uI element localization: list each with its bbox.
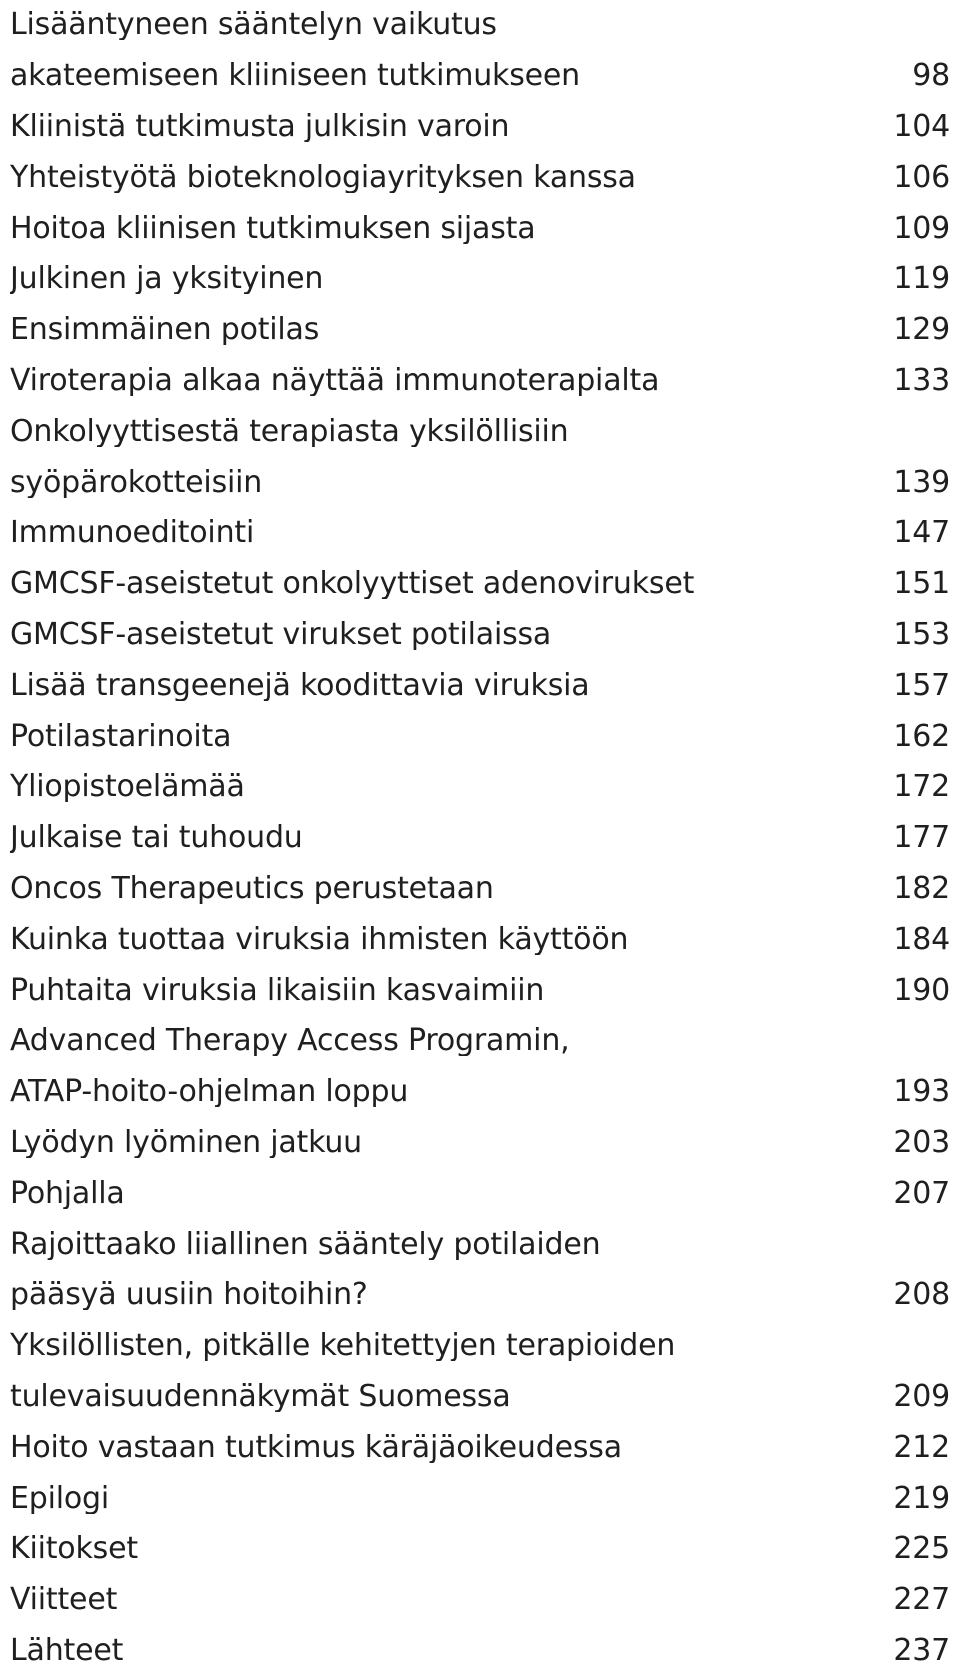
toc-entry-title: Viitteet — [10, 1585, 870, 1615]
toc-entry-title: Yliopistoelämää — [10, 772, 870, 802]
toc-entry-page: 119 — [870, 264, 950, 294]
table-of-contents — [10, 0, 950, 1676]
toc-entry-title: Yksilöllisten, pitkälle kehitettyjen terapioiden — [10, 1331, 870, 1361]
toc-entry — [10, 508, 950, 559]
toc-entry — [10, 457, 950, 508]
toc-entry — [10, 406, 950, 457]
toc-entry-title: Lisää transgeenejä koodittavia viruksia — [10, 671, 870, 701]
toc-entry-page: 98 — [870, 61, 950, 91]
toc-entry-title: Rajoittaako liiallinen sääntely potilaiden — [10, 1230, 870, 1260]
toc-entry-page: 109 — [870, 214, 950, 244]
toc-entry-page: 182 — [870, 874, 950, 904]
toc-entry-title: Kiitokset — [10, 1534, 870, 1564]
toc-entry-page: 172 — [870, 772, 950, 802]
toc-entry — [10, 1067, 950, 1118]
toc-entry-page: 133 — [870, 366, 950, 396]
toc-entry-title: tulevaisuudennäkymät Suomessa — [10, 1382, 870, 1412]
toc-entry-page: 104 — [870, 112, 950, 142]
toc-entry-page: 190 — [870, 976, 950, 1006]
toc-entry-title: syöpärokotteisiin — [10, 468, 870, 498]
toc-entry-page: 203 — [870, 1128, 950, 1158]
toc-entry — [10, 711, 950, 762]
toc-entry-page: 212 — [870, 1433, 950, 1463]
toc-entry-page: 147 — [870, 518, 950, 548]
toc-entry — [10, 559, 950, 610]
toc-entry-page: 177 — [870, 823, 950, 853]
toc-entry-title: Lähteet — [10, 1636, 870, 1666]
toc-entry — [10, 203, 950, 254]
toc-entry-title: akateemiseen kliiniseen tutkimukseen — [10, 61, 870, 91]
toc-entry — [10, 1575, 950, 1626]
toc-entry-page: 151 — [870, 569, 950, 599]
toc-entry — [10, 1219, 950, 1270]
toc-entry-page: 129 — [870, 315, 950, 345]
toc-entry-title: Potilastarinoita — [10, 722, 870, 752]
toc-entry — [10, 660, 950, 711]
toc-entry — [10, 356, 950, 407]
toc-entry-title: Yhteistyötä bioteknologiayrityksen kanssa — [10, 163, 870, 193]
toc-entry — [10, 51, 950, 102]
toc-entry-title: pääsyä uusiin hoitoihin? — [10, 1280, 870, 1310]
toc-entry — [10, 813, 950, 864]
toc-entry-title: Kliinistä tutkimusta julkisin varoin — [10, 112, 870, 142]
toc-entry — [10, 0, 950, 51]
toc-entry-page: 227 — [870, 1585, 950, 1615]
toc-entry — [10, 1422, 950, 1473]
toc-entry-title: Viroterapia alkaa näyttää immunoterapialta — [10, 366, 870, 396]
toc-entry — [10, 1016, 950, 1067]
toc-entry-title: Julkaise tai tuhoudu — [10, 823, 870, 853]
toc-entry-page: 207 — [870, 1179, 950, 1209]
toc-entry — [10, 1118, 950, 1169]
toc-entry-title: ATAP-hoito-ohjelman loppu — [10, 1077, 870, 1107]
toc-entry-page: 106 — [870, 163, 950, 193]
toc-entry-title: Immunoeditointi — [10, 518, 870, 548]
toc-entry — [10, 610, 950, 661]
toc-entry-page: 157 — [870, 671, 950, 701]
toc-entry-page: 219 — [870, 1484, 950, 1514]
toc-entry-title: GMCSF-aseistetut virukset potilaissa — [10, 620, 870, 650]
toc-entry-title: Pohjalla — [10, 1179, 870, 1209]
toc-entry — [10, 1473, 950, 1524]
toc-entry-title: Lyödyn lyöminen jatkuu — [10, 1128, 870, 1158]
toc-entry-title: Ensimmäinen potilas — [10, 315, 870, 345]
toc-entry-title: Hoitoa kliinisen tutkimuksen sijasta — [10, 214, 870, 244]
toc-entry-title: Epilogi — [10, 1484, 870, 1514]
toc-entry-page: 237 — [870, 1636, 950, 1666]
toc-entry-title: Julkinen ja yksityinen — [10, 264, 870, 294]
toc-entry-title: Advanced Therapy Access Programin, — [10, 1026, 870, 1056]
toc-entry — [10, 1321, 950, 1372]
toc-entry-title: Puhtaita viruksia likaisiin kasvaimiin — [10, 976, 870, 1006]
toc-entry-title: Kuinka tuottaa viruksia ihmisten käyttöön — [10, 925, 870, 955]
toc-entry-page: 184 — [870, 925, 950, 955]
toc-entry — [10, 305, 950, 356]
toc-entry-title: Onkolyyttisestä terapiasta yksilöllisiin — [10, 417, 870, 447]
toc-entry — [10, 1626, 950, 1676]
toc-entry — [10, 1372, 950, 1423]
toc-entry-title: GMCSF-aseistetut onkolyyttiset adenovirukset — [10, 569, 870, 599]
toc-entry-page: 225 — [870, 1534, 950, 1564]
toc-entry — [10, 1270, 950, 1321]
toc-entry-title: Oncos Therapeutics perustetaan — [10, 874, 870, 904]
toc-entry-page: 193 — [870, 1077, 950, 1107]
toc-entry — [10, 254, 950, 305]
toc-entry-page: 162 — [870, 722, 950, 752]
toc-entry — [10, 762, 950, 813]
toc-entry-title: Lisääntyneen sääntelyn vaikutus — [10, 10, 870, 40]
toc-entry — [10, 1524, 950, 1575]
toc-entry — [10, 965, 950, 1016]
toc-entry — [10, 914, 950, 965]
toc-entry-title: Hoito vastaan tutkimus käräjäoikeudessa — [10, 1433, 870, 1463]
toc-entry — [10, 152, 950, 203]
toc-entry-page: 139 — [870, 468, 950, 498]
toc-entry — [10, 864, 950, 915]
toc-entry-page: 208 — [870, 1280, 950, 1310]
toc-entry — [10, 1168, 950, 1219]
toc-entry-page: 153 — [870, 620, 950, 650]
toc-entry-page: 209 — [870, 1382, 950, 1412]
toc-entry — [10, 102, 950, 153]
